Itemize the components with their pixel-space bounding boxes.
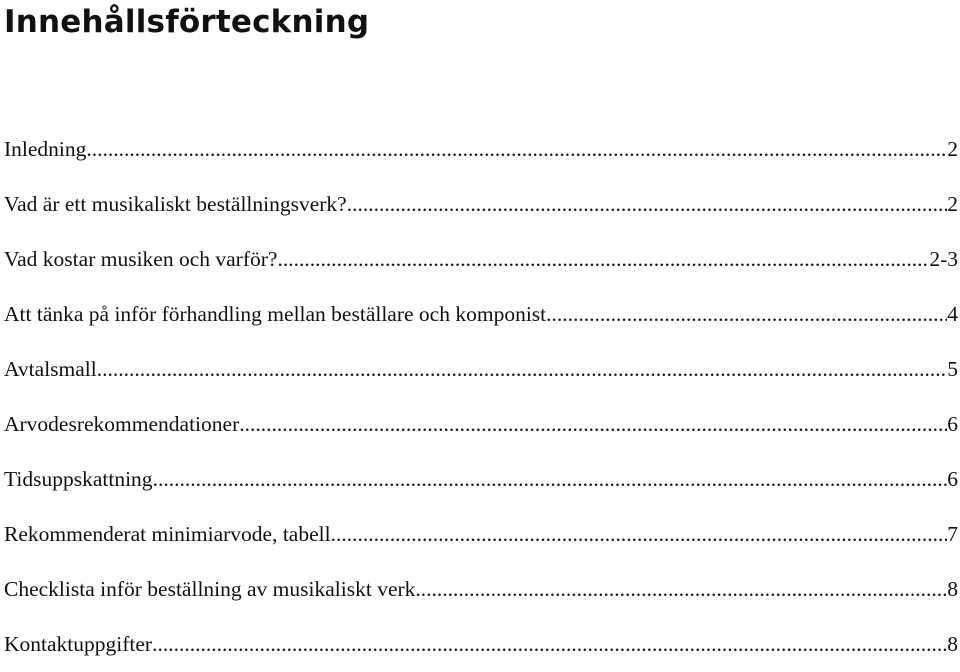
- toc-entry-tidsuppskattning[interactable]: [4, 452, 958, 507]
- toc-leader-dots: [152, 617, 947, 672]
- toc-entry-text: Att tänka på inför förhandling mellan beställare och komponist: [4, 302, 547, 326]
- toc-entry-text: Checklista inför beställning av musikaliskt verk: [4, 577, 416, 601]
- toc-list: [4, 122, 958, 672]
- toc-leader-dots: [97, 342, 947, 397]
- toc-entry-page: 8: [947, 577, 958, 601]
- toc-leader-dots: [239, 397, 947, 452]
- toc-entry-inledning[interactable]: [4, 122, 958, 177]
- toc-leader-dots: [86, 122, 947, 177]
- toc-entry-page: 2: [947, 192, 958, 216]
- toc-entry-bestallningsverk[interactable]: [4, 177, 958, 232]
- toc-entry-checklista[interactable]: [4, 562, 958, 617]
- toc-leader-dots: [415, 562, 947, 617]
- toc-entry-arvodesrekommendationer[interactable]: [4, 397, 958, 452]
- toc-entry-kontaktuppgifter[interactable]: [4, 617, 958, 672]
- toc-entry-page: 6: [947, 412, 958, 436]
- toc-leader-dots: [283, 232, 930, 287]
- toc-entry-page: 6: [947, 467, 958, 491]
- toc-entry-text: Tidsuppskattning: [4, 467, 153, 491]
- toc-entry-text: Avtalsmall: [4, 357, 97, 381]
- toc-entry-vad-kostar[interactable]: [4, 232, 958, 287]
- toc-entry-page: 7: [947, 522, 958, 546]
- toc-leader-dots: [352, 177, 947, 232]
- toc-entry-page: 4: [947, 302, 958, 326]
- toc-entry-text: Vad kostar musiken och varför?.: [4, 247, 283, 271]
- toc-entry-text: Inledning: [4, 137, 87, 161]
- toc-entry-minimiarvode[interactable]: [4, 507, 958, 562]
- toc-entry-forhandling[interactable]: [4, 287, 958, 342]
- toc-entry-page: 8: [947, 632, 958, 656]
- toc-entry-text: Vad är ett musikaliskt beställningsverk?.: [4, 192, 353, 216]
- toc-entry-page: 2: [947, 137, 958, 161]
- toc-leader-dots: [153, 452, 948, 507]
- toc-entry-text: Rekommenderat minimiarvode, tabell: [4, 522, 331, 546]
- toc-title: Innehållsförteckning: [4, 4, 370, 40]
- toc-entry-avtalsmall[interactable]: [4, 342, 958, 397]
- toc-leader-dots: [546, 287, 947, 342]
- toc-entry-text: Kontaktuppgifter: [4, 632, 153, 656]
- toc-entry-page: 2-3: [929, 247, 958, 271]
- toc-entry-page: 5: [947, 357, 958, 381]
- toc-entry-text: Arvodesrekommendationer: [4, 412, 240, 436]
- toc-leader-dots: [331, 507, 948, 562]
